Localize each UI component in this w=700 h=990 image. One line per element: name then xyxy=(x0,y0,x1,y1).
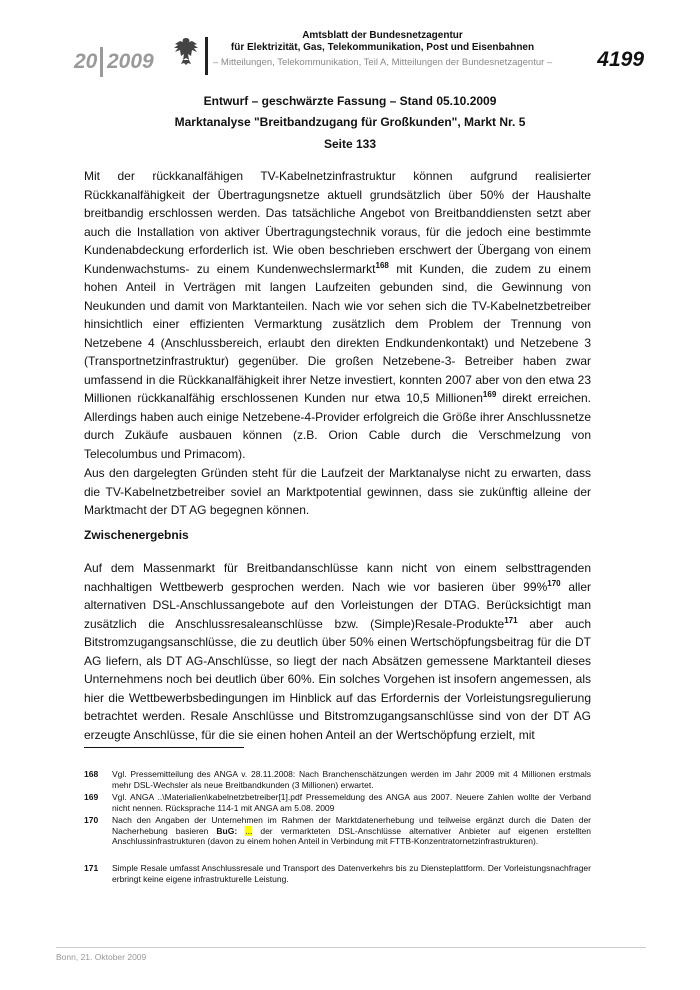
footnote-number: 169 xyxy=(84,792,99,802)
gazette-title: Amtsblatt der Bundesnetzagentur xyxy=(302,30,463,41)
paragraph-3: Auf dem Massenmarkt für Breitbandanschlüsse kann nicht von einem selbsttragenden nachhaltigen Wettbewerb gesprochen werden. Nach wie vor basieren über 99%$^{170}$ aller alternativen DSL-Anschlussangebote auf den Vorleistungen der DTAG. Berücksichtigt man zusätzlich die Anschlussresaleanschlüsse bzw. (Simple)Resale-Produkte$^{171}$ aber auch Bitstromzugangsanschlüsse, die zu deutlich über 50% einen Wertschöpfungsbeitrag für die DT AG liefern, als DT AG-Anschlüsse, so liegt der nach Absätzen gemessene Marktanteil dieses Unternehmens noch bei deutlich über 60%. Ein solches Vorgehen ist insofern angemessen, als hier die Wettbewerbsbedingungen im Hinblick auf das Erfordernis der Vorleistungsregulierung betrachtet werden. Resale Anschlüsse und Bitstromzugangsanschlüsse sind von der DT AG erzeugte Anschlüsse, für die sie einen hohen Anteil an der Wertschöpfung erzielt, mit xyxy=(84,561,591,742)
section-heading: Zwischenergebnis xyxy=(84,528,189,542)
issue-year: 2009 xyxy=(107,50,154,73)
page-number: 4199 xyxy=(597,48,644,71)
footnote-ref[interactable]: 169 xyxy=(482,390,497,399)
footnote xyxy=(84,863,591,884)
footnote xyxy=(84,792,591,813)
footnote-number: 168 xyxy=(84,769,99,779)
gazette-subtitle: für Elektrizität, Gas, Telekommunikation, Post und Eisenbahnen xyxy=(230,42,535,53)
redaction-label: BuG: xyxy=(216,825,238,836)
footnote-text: Vgl. Pressemitteilung des ANGA v. 28.11.2008: Nach Branchenschätzungen werden im Jahr 2009 mit 4 Millionen erstmals mehr DSL-Wechsler als neue Breitbandkunden (3 Millionen) erwartet. xyxy=(112,769,591,790)
footnote-number: 170 xyxy=(84,815,99,825)
footnote xyxy=(84,769,591,790)
paragraph-1: Mit der rückkanalfähigen TV-Kabelnetzinfrastruktur können aufgrund realisierter Rückkanalfähigkeit der Übertragungsnetze aktuell grundsätzlich über 50% der Haushalte breitbandig erschlossen werden. Das tatsächliche Angebot von Breitbanddiensten setzt aber auch die Installation von aktiver Übertragungstechnik voraus, für die jedoch eine bestimmte Kundenabdeckung erforderlich ist. Wie oben beschrieben erschwert der Übergang von einem Kundenwachstums- zu einem Kundenwechslermarkt$^{168}$ mit Kunden, die zudem zu einem hohen Anteil in Verträgen mit langen Laufzeiten gebunden sind, die Gewinnung von Neukunden und damit von Marktanteilen. Nach wie vor sehen sich die TV-Kabelnetzbetreiber hinsichtlich einer effizienten Vermarktung zusätzlich dem Problem der Trennung von Netzebene 4 (Anschlussbereich, erlaubt den direkten Endkundenkontakt) und Netzebene 3 (Transportnetzinfrastruktur) gegenüber. Die großen Netzebene-3- Betreiber haben zwar umfassend in die Rückkanalfähigkeit ihrer Netze investiert, konnten 2007 aber von den etwa 23 Millionen rückkanalfähig erschlossenen Kunden nur etwa 10,5 Millionen$^{169}$ direkt erreichen. Allerdings haben auch einige Netzebene-4-Provider erfolgreich die Größe ihrer Anschlussnetze durch Zukäufe ausbauen können (z.B. Orion Cable durch die Verschmelzung von Telecolumbus und Primacom). xyxy=(84,169,591,461)
footnote xyxy=(84,815,591,847)
footnote-text: Nach den Angaben der Unternehmen im Rahmen der Marktdatenerhebung und teilweise ergänzt durch die Daten der Nacherhebung basieren BuG: ... der vermarkteten DSL-Anschlüsse alternativer Anbieter auf eigenen erstellten Anschlussinfrastrukturen (davon zu einem hohen Anteil in Verbindung mit FTTB-Konzentratornetzinfrastrukturen). xyxy=(112,815,591,846)
footnote-ref[interactable]: 171 xyxy=(504,615,518,625)
footnote-ref[interactable]: 168 xyxy=(375,260,389,270)
footer-date: Bonn, 21. Oktober 2009 xyxy=(56,952,147,962)
redacted-value: ... xyxy=(245,825,253,836)
document-status-title: Entwurf – geschwärzte Fassung – Stand 05.10.2009 xyxy=(203,94,497,108)
footnote-ref[interactable]: 170 xyxy=(547,578,561,588)
issue-number: 20 xyxy=(74,50,98,73)
footnote-text: Vgl. ANGA ..\Materialien\kabelnetzbetreiber[1].pdf Pressemeldung des ANGA aus 2007. Neuere Zahlen wollte der Verband nicht nennen. Rücksprache 114-1 mit ANGA am 5.08. 2009 xyxy=(112,792,591,813)
document-title: Marktanalyse "Breitbandzugang für Großkunden", Markt Nr. 5 xyxy=(174,115,526,129)
document-page: Seite 133 xyxy=(323,137,377,151)
footnote-number: 171 xyxy=(84,863,99,873)
footnote-divider xyxy=(84,747,244,748)
paragraph-2: Aus den dargelegten Gründen steht für die Laufzeit der Marktanalyse nicht zu erwarten, dass die TV-Kabelnetzbetreiber soviel an Marktpotential gewinnen, dass sie zukünftig alleine der Marktmacht der DT AG begegnen können. xyxy=(84,466,591,517)
footnote-text: Simple Resale umfasst Anschlussresale und Transport des Datenverkehrs bis zu Diensteplattform. Der Vorleistungsnachfrager erbringt keine eigene infrastrukturelle Leistung. xyxy=(112,863,591,884)
gazette-section: – Mitteilungen, Telekommunikation, Teil A, Mitteilungen der Bundesnetzagentur – xyxy=(213,57,553,68)
footer-divider xyxy=(56,947,646,948)
